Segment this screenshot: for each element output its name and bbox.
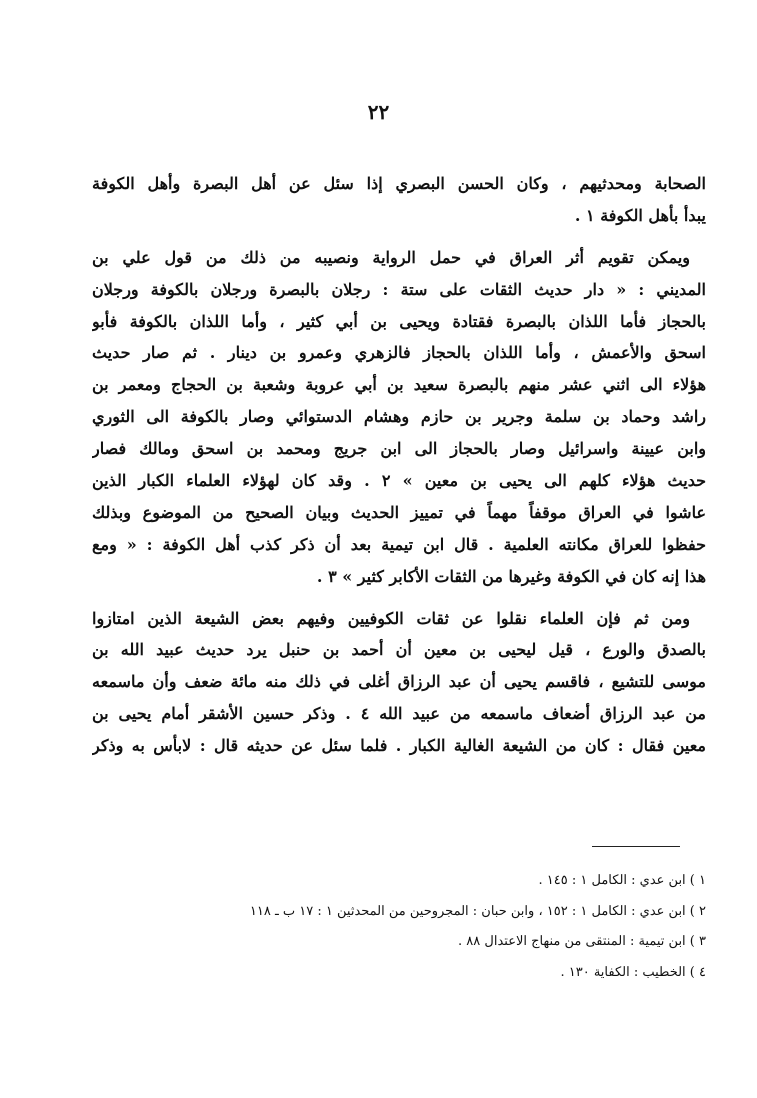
footnote: ٣ ) ابن تيمية : المنتقى من منهاج الاعتدال ٨٨ . bbox=[458, 934, 706, 949]
text-line: بالصدق والورع ، قيل ليحيى بن معين أن أحمد بن حنبل يرد حديث عبيد الله بن bbox=[92, 640, 706, 660]
footnote: ٢ ) ابن عدي : الكامل ١ : ١٥٢ ، وابن حبان : المجروحين من المحدثين ١ : ١٧ ب ـ ١١٨ bbox=[249, 903, 706, 919]
paragraph-gap bbox=[92, 593, 706, 603]
text-line: بالحجاز فأما اللذان بالبصرة فقتادة ويحيى بن أبي كثير ، وأما اللذان بالكوفة فأبو bbox=[92, 311, 706, 331]
paragraph-gap bbox=[92, 232, 706, 242]
footnotes bbox=[120, 866, 706, 988]
page-number: ٢٢ bbox=[367, 100, 390, 124]
text-line: يبدأ بأهل الكوفة ١ . bbox=[574, 205, 706, 225]
text-line: معين فقال : كان من الشيعة الغالية الكبار . فلما سئل عن حديثه قال : لابأس به وذكر bbox=[92, 736, 706, 756]
paragraph bbox=[92, 168, 706, 232]
text-line: ويمكن تقويم أثر العراق في حمل الرواية ونصيبه من ذلك من قول علي بن bbox=[92, 247, 690, 267]
text-line: ومن ثم فإن العلماء نقلوا عن ثقات الكوفيين وفيهم بعض الشيعة الذين امتازوا bbox=[92, 608, 690, 628]
text-line: موسى للتشيع ، فاقسم يحيى أن عبد الرزاق أغلى في ذلك منه مائة ضعف وأن ماسمعه bbox=[92, 672, 706, 692]
text-line: المديني : « دار حديث الثقات على ستة : رجلان بالبصرة ورجلان بالكوفة ورجلان bbox=[92, 279, 706, 299]
body-text bbox=[92, 168, 706, 762]
text-line: هؤلاء الى اثني عشر منهم بالبصرة سعيد بن أبي عروبة وشعبة بن الحجاج ومعمر بن bbox=[92, 375, 706, 395]
footnote: ١ ) ابن عدي : الكامل ١ : ١٤٥ . bbox=[538, 873, 706, 888]
footnote-divider bbox=[592, 846, 680, 847]
text-line: عاشوا في العراق موقفاً مهماً في تمييز الحديث وبيان الصحيح من الموضوع وبذلك bbox=[92, 502, 706, 522]
text-line: راشد وحماد بن سلمة وجرير بن حازم وهشام الدستوائي وصار بالكوفة الى الثوري bbox=[92, 407, 706, 427]
paragraph bbox=[92, 242, 706, 593]
text-line: وابن عيينة واسرائيل وصار بالحجاز الى ابن جريج ومحمد بن اسحق ومالك فصار bbox=[92, 439, 706, 459]
text-line: اسحق والأعمش ، وأما اللذان بالحجاز فالزهري وعمرو بن دينار . ثم صار حديث bbox=[92, 343, 706, 363]
text-line: حفظوا للعراق مكانته العلمية . قال ابن تيمية بعد أن ذكر كذب أهل الكوفة : « ومع bbox=[92, 534, 706, 554]
text-line: الصحابة ومحدثيهم ، وكان الحسن البصري إذا سئل عن أهل البصرة وأهل الكوفة bbox=[92, 174, 706, 193]
text-line: من عبد الرزاق أضعاف ماسمعه من عبيد الله ٤ . وذكر حسين الأشقر أمام يحيى بن bbox=[92, 704, 706, 724]
text-line: هذا إنه كان في الكوفة وغيرها من الثقات الأكابر كثير » ٣ . bbox=[316, 566, 706, 586]
footnote: ٤ ) الخطيب : الكفاية ١٣٠ . bbox=[560, 964, 706, 980]
paragraph bbox=[92, 603, 706, 762]
text-line: حديث هؤلاء كلهم الى يحيى بن معين » ٢ . وقد كان لهؤلاء العلماء الكبار الذين bbox=[92, 471, 706, 491]
